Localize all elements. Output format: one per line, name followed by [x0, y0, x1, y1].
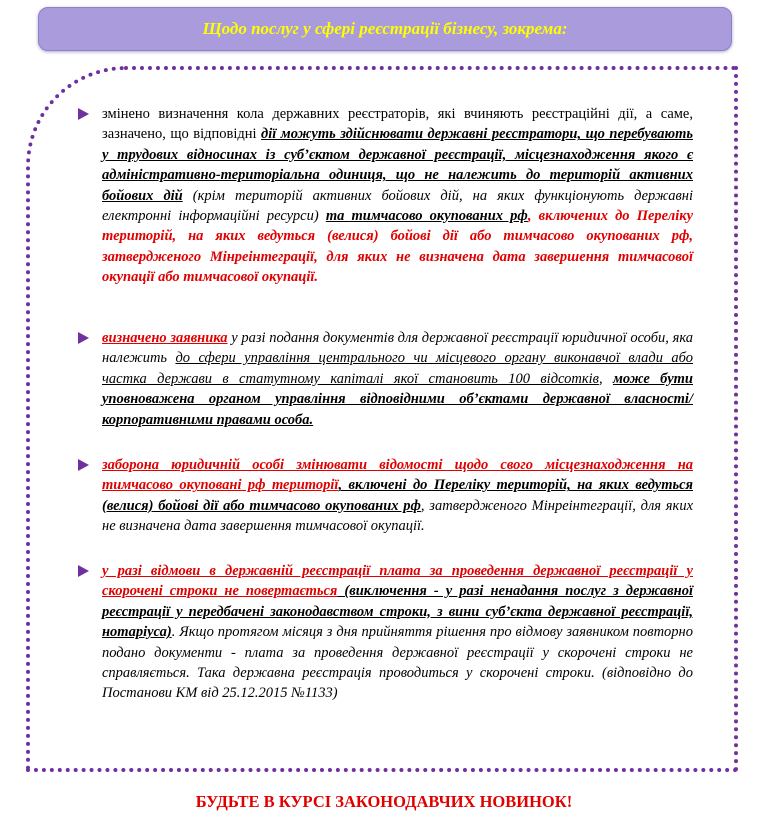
- arrow-bullet-icon: [78, 459, 89, 471]
- item-text-part: у разі відмови в державній реєстрації плата за проведення державної реєстрації у скорочені строки не повертається: [102, 563, 693, 600]
- content-list: [78, 104, 693, 704]
- section-title: Щодо послуг у сфері реєстрації бізнесу, зокрема:: [202, 19, 568, 38]
- arrow-bullet-icon: [78, 108, 89, 120]
- arrow-bullet-icon: [78, 565, 89, 577]
- item-text-part: . Якщо протягом місяця з дня прийняття рішення про відмову заявником повторно подано документи - плата за проведення державної реєстрації у скорочені строки не справляється. Така державна реєстрація проводиться у скорочені строки. (відповідно до Постанови КМ від 25.12.2015 №1133): [102, 624, 693, 702]
- item-text-part: заборона юридичній особі змінювати відомості щодо свого місцезнаходження на тимчасово окуповані рф території: [102, 457, 693, 494]
- footer-slogan: БУДЬТЕ В КУРСІ ЗАКОНОДАВЧИХ НОВИНОК!: [195, 792, 573, 811]
- item-text-part: , затвердженого Мінреінтеграції, для яких не визначена дата завершення тимчасової окупації.: [102, 497, 693, 535]
- item-text-part: у разі подання документів для державної реєстрації юридичної особи, яка належить: [102, 330, 693, 367]
- item-text-part: змінено визначення кола державних реєстраторів, які вчиняють реєстраційні дії, а саме, зазначено, що відповідні: [102, 106, 693, 143]
- item-text-part: до сфери управління центрального чи місцевого органу виконавчої влади або частка держави в статутному капіталі якої становить 100 відсотків: [102, 350, 693, 387]
- item-text-part: дії можуть здійснювати державні реєстратори, що перебувають у трудових відносинах із суб’єктом державної реєстрації, місцезнаходження якого є адміністративно-територіальна одиниця, що не належить до територій активних бойових дій: [102, 126, 693, 204]
- item-text-part: , включені до Переліку територій, на яких ведуться (велися) бойові дії або тимчасово окупованих рф: [102, 477, 694, 514]
- list-item: [78, 455, 693, 561]
- item-text-part: може бути уповноважена органом управління відповідними об’єктами державної власності/корпоративними правами особа.: [102, 370, 693, 428]
- item-text-part: , включених до Переліку територій, на яких ведуться (велися) бойові дії або тимчасово окупованих рф, затвердженого Мінреінтеграції, для яких не визначена дата завершення тимчасової окупації або тимчасової окупації.: [102, 208, 694, 286]
- item-text-part: визначено заявника: [102, 330, 228, 346]
- item-text-part: та тимчасово окупованих рф: [325, 208, 528, 225]
- list-item: [78, 104, 693, 328]
- list-item: [78, 328, 693, 455]
- list-item: [78, 561, 693, 704]
- section-header: [38, 7, 732, 51]
- item-text-part: (виключення - у разі ненадання послуг з державної реєстрації у передбачені законодавством строки, з вини суб’єкта державної реєстрації, нотаріуса): [102, 583, 693, 641]
- item-text-part: ,: [598, 370, 613, 387]
- item-text-part: (крім територій активних бойових дій, на яких функціонують державні електронні інформаційні ресурси): [102, 187, 693, 225]
- arrow-bullet-icon: [78, 332, 89, 344]
